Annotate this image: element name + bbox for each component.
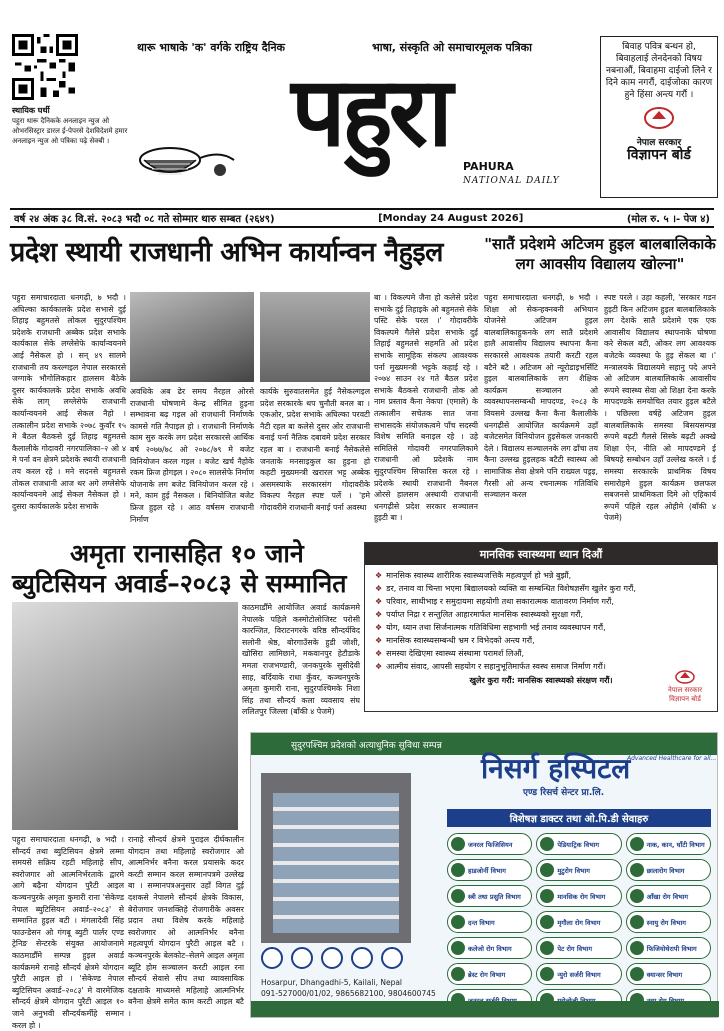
story3-col1: पहुरा समाचारदाता धनगढ़ी, ७ भदौ । सौन्दर्य तथा ब्युटिसियन क्षेत्रमे लम्मा समयसे सक्रिय रहटी महिलाहे सीप, स्वरोजगार ओ आत्मनिर्भरताके द्वारमे आगे बढ़ैना योगदान पुरैटी आइल कञ्चनपुरके अमृता कुमारी राना 'सेकेण्ड नेपाल ब्युटिसियन अवार्ड–२०८३' से सम्मानित हुइल बटी । मंगलादेवी सिंह फाउन्डेसन ओ गंगबू ब्युटी पार्लर एण्ड ट्रेनिङ सेन्टरके संयुक्त आयोजनामे काठमाडौँमे सम्पन्न हुइल अवार्ड कार्यक्रममे रानाहे सौन्दर्य क्षेत्रमे योगदान पुरैटी आइल हो । 'सेकेण्ड नेपाल ब्युटिसियन अवार्ड–२०८३' मे वारमेजिक सौन्दर्य क्षेत्रमे योगदान पुरैटी आइल १० जाने अनुभवी सौन्दर्यकर्मीहे सम्मान करल हो ।: [12, 835, 124, 1030]
mental-health-org: नेपाल सरकार विज्ञापन बोर्ड: [656, 668, 714, 704]
issue-price: (मोल रु. ५ ।- पेज ४): [626, 214, 710, 225]
hospital-building-image: [261, 773, 411, 943]
hospital-name: निसर्ग हस्पिटल: [481, 752, 631, 785]
story3-headline-line1: अमृता रानासहित १० जाने: [70, 539, 304, 568]
list-item: ❖ डर, तनाव वा चिन्ता भएमा बिद्यालयको व्यक्ति वा सम्बन्धित विशेषज्ञसँग खुलेर कुरा गरौं,: [375, 584, 636, 593]
service-item: आँखा रोग विभाग: [626, 885, 711, 907]
qr-caption: [12, 106, 130, 146]
service-item: न्युरो सर्जरी विभाग: [536, 963, 621, 985]
service-item: जनरल फिजिसियन: [447, 833, 532, 855]
hospital-ad: [250, 732, 718, 1018]
issue-info: वर्ष २४ अंक ३८ वि.सं. २०८३ भदौ ०८ गते सोम्मार थारु सम्बत (२६४९): [14, 214, 275, 225]
partner-logo-icon: [321, 947, 343, 969]
service-item: ब्रेस्ट रोग विभाग: [447, 963, 532, 985]
list-item: ❖ समस्या देखिएमा स्वास्थ्य संस्थामा परामर्श लिऔं,: [375, 649, 525, 658]
tagline-left: थारू भाषाके 'क' वर्गके राष्ट्रिय दैनिक: [137, 41, 285, 54]
dowry-ad-board: विज्ञापन बोर्ड: [627, 147, 691, 163]
masthead-title: पहुरा: [291, 55, 449, 168]
hospital-band: सुदुरपश्चिम प्रदेशको अत्याधुनिक सुविधा सम्पन्न: [251, 733, 717, 755]
story3-side-text: काठमाडौँमे आयोजित अवार्ड कार्यक्रममे नेपालके पहिले कस्मोटोलोजिस्ट परोसी कारन्जित, विराटनगरके वरिष्ठ सौन्दर्यविद सलोनी श्रेष्ठ, बोरगाउँसके हुडी जोशी, खोसिरा लामिछाने, मकवानपुर हेटौडाके ममता राजभण्डारी, जनकपुरके सुसीदेवी साह, बर्दियाके राधा कुँवर, कञ्चनपुरके अमृता कुमारी राना, सुदुरपश्चिमके निशा सिंह तथा सौन्दर्य कला व्यवसाय संघ ललितपुर जिल्ला (बाँकी ४ पेजमे): [242, 603, 360, 717]
service-item: पेट रोग विभाग: [536, 937, 621, 959]
list-item: ❖ मानसिक स्वास्थ्य शारीरिक स्वास्थ्यजत्तिकै महत्वपूर्ण हो भन्ने बुझौं,: [375, 571, 572, 580]
service-item: मानसिक रोग विभाग: [536, 885, 621, 907]
partner-logo-icon: [351, 947, 373, 969]
service-item: छालारोग विभाग: [626, 859, 711, 881]
hospital-subtitle: एण्ड रिसर्च सेन्टर प्रा.लि.: [523, 788, 605, 798]
tagline-right: भाषा, संस्कृति ओ समाचारमूलक पत्रिका: [372, 41, 532, 54]
story3-headline-line2: ब्युटिसियन अवार्ड–२०८३ से सम्मानित: [12, 569, 347, 598]
story2-col1: पहुरा समाचारदाता धनगढ़ी, ७ भदौ । शिक्षा ओ सेकन्हक्नबनी अभियान योजनेसे अटिजम हुइल बालबालिकाहुकनके लग सातै प्रदेशमे हालै आवासीय विद्यालय स्थापना कैना सरकारसे आवश्यक तयारी करटी रहल बटैने बटै । अटिजम ओ न्यूरोडाइभर्सिटि हुइल बालबालिकाके लग शैक्षिक कार्यक्रम सञ्चालन ओ व्यवस्थापनसम्बन्धी मापदण्ड, २०८३ के वियसमे उल्लख कैना कैना कैलालीके धनगढ़ीसे आयोजित कार्यक्रममे उहाँ बजेटसमेत विनियोजन हुइसेकल जनकारी देले । विद्यालय सञ्चालनके लग ढाँचा तय कैना उल्लख हुइलहक बटैटी स्वास्थ्य ओ सामाजिक सेवा क्षेत्रमे पनि राख्यल पड्रइ, गैरसी ओ अन्य रचनात्मक गतिविधि सञ्चालन करल: [484, 293, 599, 500]
issue-info-bar: [10, 208, 714, 228]
service-item: दन्त विभाग: [447, 911, 532, 933]
partner-logo-icon: [381, 947, 403, 969]
story2-headline: "सातैं प्रदेशमे अटिजम हुइल बालबालिकाके लग आवसीय विद्यालय खोल्ना": [484, 235, 716, 273]
location-pin-icon-address: Hosarpur, Dhangadhi-5, Kailali, Nepal: [261, 978, 403, 987]
hospital-footer-band: [251, 1001, 719, 1017]
list-item: ❖ आत्मीय संवाद, आपसी सहयोग र सहानुभूतिमार्फत स्वस्थ समाज निर्माण गरौं।: [375, 662, 606, 671]
nepal-emblem-icon: [642, 105, 676, 129]
road-photo-right: [260, 292, 370, 382]
mental-health-list: [365, 565, 717, 673]
story1-col1: पहुरा समाचारदाता धनगढ़ी, ७ भदौ । अघिल्का कार्यकालके प्रदेश सभासे दुई तिहाइ बहुमतसे लोकल सुदुरपश्चिम प्रदेशके राजधानी अब्बेक प्रदेश सभाके कार्यकाल सेके लग्लेसेफे कार्यान्वयनमे आई नैसेकल हो । सन् ४९ सालमे राजधानी तय करल्गइल नेपाल सरकारसे जग्गाके भौगोलिकहार हालसम बैठेके दुसर कार्यकालके प्रदेश सभाके अवधि सेके लाग् लग्लेसेफे राजधानी कार्यान्वयनमे आई सेकल नैहो । तत्कालीन प्रदेश सभाके २०७८ कुवाँर १५ मे बैठल बैठकसे दुई तिहाइ बहुमतसे कैलालीके गोदावरी नगरपालिका–२ ओ ४ मे पर्ना वन क्षेत्रमे प्रदेशके स्थायी राजधानी तय करल रहे । मने सदनसे बहुमतसे तोकल राजधानी आज थर अगे लग्लेसेफे कार्यान्वयनमे आई सेकल नैसेकल हो । दुसरा कार्यकालके प्रदेश सभाके: [12, 293, 126, 511]
service-item: मृगौला रोग विभाग: [536, 911, 621, 933]
qr-code: [12, 34, 78, 100]
list-item: ❖ मानसिक स्वास्थ्यसम्बन्धी भ्रम र विभेदको अन्त्य गरौं,: [375, 636, 535, 645]
partner-logo-icon: [261, 947, 283, 969]
service-item: कलेजो रोग विभाग: [447, 937, 532, 959]
story1-col3: कार्यके सुरुवातसमेत हुई नैसेकल्गइल प्रदेश सरकारके थप चुनौती बनल बा । एकओर, प्रदेश सभाके अघिल्का परवटी नैटी रहल बा कलेसे दुसर ओर राजधानी बनाई पर्ना नैतिक दबावमे प्रदेश सरकार रहल बा । राजधानी बनाई नैसेकलेसे जनताके मनसाइकुल का हुइना हो कहटी मुख्यमन्त्री खरारल भट्ट अब्बेक असमस्याके सरकारसंग गोदावरीके विकल्प नैरहल स्पष्ट पर्ले । 'हमे गोदावरीमे राजधानी बनाई पर्ना अवस्था: [260, 387, 370, 512]
service-item: हाडजोर्नी विभाग: [447, 859, 532, 881]
dowry-ad: [600, 36, 718, 198]
hospital-tag: Advanced Healthcare for all...: [627, 755, 717, 762]
hospital-services: [447, 833, 711, 1011]
story2-col2: स्पष्ट परले । उहा कहली, 'सरकार गडन हुइटी किन अटिजम हुइल बालबालिकाके लग देशके सातै प्रदेशमे एक एक आवासीय विद्यालय स्थापनाके घोषणा करे सेकल बटी, ओकर लग आवश्यक बजेटके व्यवस्था फे हुइ सेकल बा ।' मन्त्रालयके विद्यालयमे सहानु पदे अपने ओ अटिजम बालबालिकाके आवासीय रूपमे स्वास्थ्य सेवा ओ शिक्षा देना करके मापदण्डके समयोचित तयार हुइल बटैले । पछिल्ला वर्षहे अटिजम हुइल बालबालिकाके समस्या बिसयसम्पन्न रूपमे बढ़टी गैलसे सिस्के बढ़टी अक्खे शिक्षा ऐन, नीति ओ मापदण्डमे ई बिषयहे सम्बोधन उहाँ उल्लेख करले । ई समस्या सरकारके प्राथमिक विषय समारोहमे हुइल कार्यक्रम छलफल सबजनसे प्राथमिकता दिमे ओ एहिकार्य रूपमें पहिले रहल ओहीमे (बाँकी ४ पेजमे): [604, 293, 716, 523]
service-item: पेडियाट्रिक विभाग: [536, 833, 621, 855]
title-english: PAHURA: [463, 160, 514, 173]
service-item: मुटुरोग विभाग: [536, 859, 621, 881]
story1-headline: प्रदेश स्थायी राजधानी अभिन कार्यान्वन नैहुइल: [10, 237, 443, 268]
list-item: ❖ योग, ध्यान तथा सिर्जनात्मक गतिविधिमा सहभागी भई तनाव व्यवस्थापन गरौं,: [375, 623, 606, 632]
mental-health-footer: खुलेर कुरा गरौं: मानसिक स्वास्थ्यको संरक्षण गरौं।: [469, 676, 613, 685]
issue-date-en: [Monday 24 August 2026]: [378, 212, 524, 224]
story1-col2: अवधिके अब ढेर समय नैरहल ओरसे राजधानी घोषणामे केन्द्र सीमित हुइना सम्भावना बढ़ गइल ओ राजधानी निर्माणके कामसे गति नैपाइल हो । राजधानी निर्माणके काम सुरु करके लग प्रदेश सरकारसे आर्थिक बर्ष २०७७/७८ ओ २०७८/७९ मे बजेट विनियोजन करल गइल । बजेट खर्च नैहोके रकम फ्रिज होगइल । २०८० सालसेफे निर्माण योजनाके लग बजेट विनियोजन करल रहे । मने, काम हुई नैसकल । बिनियोजित बजेट फ्रिज हुइल रहे । आठ वर्षसम राजधानी निर्माण: [130, 387, 254, 524]
dowry-ad-org: नेपाल सरकार: [636, 138, 682, 148]
mental-health-title: मानसिक स्वास्थ्यमा ध्यान दिऔं: [365, 543, 717, 565]
road-photo: [130, 292, 254, 382]
hospital-specialist-banner: विशेषज्ञ डाक्टर तथा ओ.पि.डी सेवाहरु: [447, 809, 711, 827]
award-photo: [12, 602, 238, 830]
service-item: स्नायु रोग विभाग: [626, 911, 711, 933]
partner-logo-icon: [291, 947, 313, 969]
qr-caption-text: पहुरा थारू दैनिकके अनलाइन न्युज ओ ओभरसिस्ट्रार डारल ई-पेपरसे देशविदेशमे हमार अनलाइन न्युज ओ पत्रिका पढ़े सेक्बी ।: [12, 117, 128, 145]
basket-emblem-icon: [130, 140, 240, 186]
hospital-partner-logos: [261, 947, 437, 969]
qr-caption-title: स्थायिक घर्थी: [12, 106, 50, 115]
list-item: ❖ परिवार, साथीभाइ र समुदायमा सहयोगी तथा सकारात्मक वातावरण निर्माण गरौं,: [375, 597, 614, 606]
story1-col4: बा । विकल्पमे जैना हो कलेसे प्रदेश सभाके दुई तिहाइके ओ बहुमतसे सेके पस्टि सेके परल ।' गोदावरीके विकल्पमे गैलेसे प्रदेश सभाके दुई तिहाई बहुमतसे सहमति ओ प्रदेश सभाके सामूहिक संकल्प आवश्यक पर्ना मुख्यमन्त्री भट्टके कहाई रहे । २०७४ साउन २४ गते बैठल प्रदेश सभाके बैठकसे राजधानी तोक ओ नाम प्रस्ताव कैना नेकपा (एमाले) के तत्कालीन सचेतक सात जना सभासदके संयोजकत्वमे पाँच सदस्यी विशेष समिति बनाइल रहे । उहे समितिसे गोदावरी नगरपालिकामे राजधानी ओ प्रदेशके नाम सुदुरपश्चिम सिफारिस करल रहे । प्रदेशके स्थायी राजधानी नैबनल ओरसे हालसम अस्थायी राजधानी धनगढ़ीसे प्रदेश सरकार सञ्चालन हुइटी बा ।: [374, 293, 478, 523]
service-item: क्यान्सर विभाग: [626, 963, 711, 985]
dowry-ad-text: बिवाह पवित्र बन्धन हो, बिवाहलाई लेनदेनको विषय नबनाऔं, बिवाहमा दाईजो लिने र दिने काम नगरौं, दाईजोका कारण हुने हिंसा अन्त्य गरौं ।: [605, 42, 713, 100]
story3-col2: रानाहे सौन्दर्य क्षेत्रमे पुराइल दीर्घकालीन योगदान तथा महिलाहे स्वरोजगार ओ आत्मनिर्भर बनैना करल प्रयासके कदर करटी सम्मान करल सम्मानपत्रमे उल्लेख बा । सम्मानपत्रअनुसार उहाँ विगत दुई दशकसे नेपालमे सौन्दर्य क्षेत्रके विकास, बेरोजगार जनशक्तिहे रोजगारीके अवसर प्रदान तथा विशेष करके महिलाहे स्वरोजगार ओ आत्मनिर्भर बनैना महत्वपूर्ण योगदान पुरैटी आइल बटै । कञ्चनपुरके बेलकोट–सेलमे आइल अमृता ब्यूटि होम सञ्चालन करटी आइल रना सौन्दर्य सेवासे सीप तथा व्यावसायिक दक्षताके माध्यमसे महिलाहे आत्मनिर्भर बनैना क्षेत्रमे समेत काम करटी आइल बटै ।: [128, 835, 244, 1018]
service-item: फिजियोथेरापी विभाग: [626, 937, 711, 959]
service-item: नाक, कान, घाँटी विभाग: [626, 833, 711, 855]
hospital-phone: 091-527000/01/02, 9865682100, 9804600745: [261, 989, 436, 998]
nepal-emblem-icon: [674, 668, 696, 684]
service-item: स्त्री तथा प्रसुति विभाग: [447, 885, 532, 907]
title-english-sub: NATIONAL DAILY: [463, 176, 560, 186]
list-item: ❖ पर्याप्त निद्रा र सन्तुलित आहारमार्फत मानसिक स्वास्थ्यको सुरक्षा गरौं,: [375, 610, 584, 619]
